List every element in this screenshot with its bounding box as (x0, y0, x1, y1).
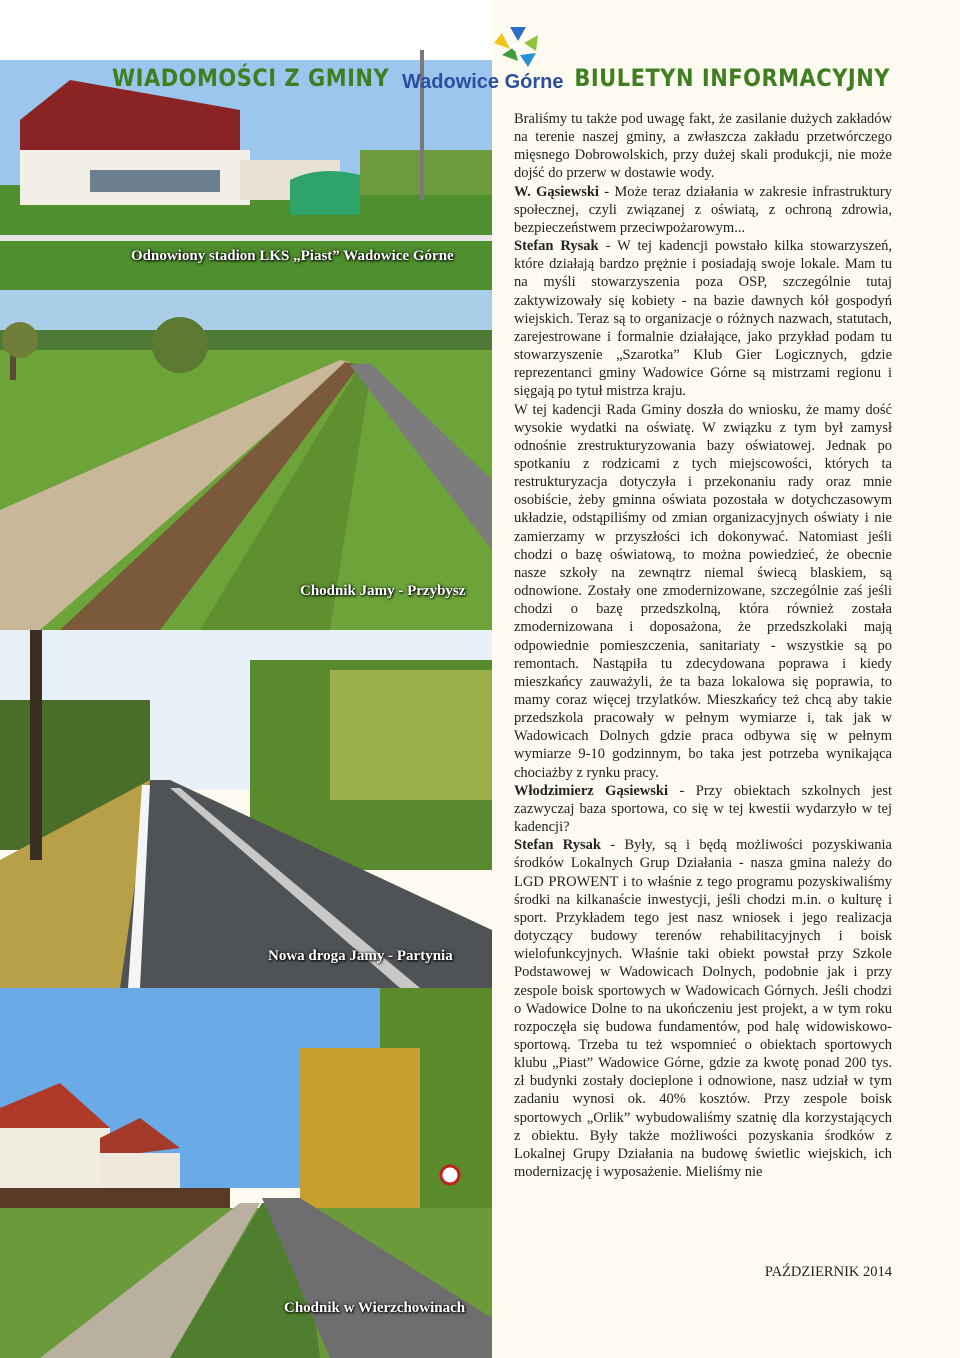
photo-caption: Chodnik w Wierzchowinach (284, 1300, 466, 1316)
article-paragraph (514, 237, 892, 400)
logo-text: Wadowice Górne (402, 71, 564, 93)
speaker-name: W. Gąsiewski (514, 183, 599, 200)
publication-title: BIULETYN INFORMACYJNY (574, 64, 890, 92)
article-body (514, 110, 892, 1181)
photo-new-road-jamy (0, 630, 492, 988)
article-paragraph (514, 183, 892, 237)
speaker-text: - Przy obiektach szkolnych jest zazwyczaj baza sportowa, co się w tej kwestii wydarzyło w tej kadencji? (514, 782, 892, 836)
speaker-name: Włodzimierz Gąsiewski (514, 782, 669, 799)
speaker-name: Stefan Rysak (514, 837, 601, 854)
speaker-text: - Może teraz działania w zakresie infrastruktury społecznej, czyli związanej z oświatą, z ochroną zdrowia, bezpieczeństwem przeciwpożarowym... (514, 183, 893, 236)
photo-sidewalk-jamy (0, 290, 492, 630)
article-paragraph: W tej kadencji Rada Gminy doszła do wniosku, że mamy dość wysokie wydatki na oświatę. W związku z tym był zamysł odnośnie zrestrukturyzowania bazy oświatowej. Jednak po spotkaniu z rodzicami z tych miejscowości, których ta restrukturyzacja dotyczyła i przekonaniu rady oraz mnie osobiście, żeby gminna oświata pozostała w dotychczasowym układzie, odstąpiliśmy od zmian organizacyjnych oświaty i nie zamierzamy w przyszłości ich dokonywać. Natomiast jeśli chodzi o bazę oświatową, to można powiedzieć, że obecnie nasze szkoły na zewnątrz niemal świecą blaskiem, są odnowione. Zostały one zmodernizowane, szczególnie zaś jeśli chodzi o bazę przedszkolną, która również została zmodernizowana i doposażona, że przedszkolaki mają odpowiednie pomieszczenia, sanitariaty - wszystkie są po remontach. Nastąpiła tu zdecydowana poprawa i kiedy mieszkańcy zauważyli, że ta baza lokalowa się poprawia, to mamy coraz więcej trzylatków. Mieszkańcy też chcą aby takie przedszkola pracowały w pełnym wymiarze i, tak jak w Wadowicach Dolnych gdzie praca odbywa się w pełnym wymiarze 9-10 godzinnym, bo taka jest potrzeba wynikająca chociażby z rynku pracy. (514, 401, 892, 781)
article-paragraph (514, 782, 892, 836)
speaker-text: - W tej kadencji powstało kilka stowarzyszeń, które działają bardzo prężnie i posiadają swoje lokale. Mam tu na myśli stowarzyszenia poza OSP, szczególnie tutaj zaktywizowały się kobiety - na bazie dawnych kół gospodyń wiejskich. Teraz są to organizacje o różnych nazwach, statutach, zarejestrowane i formalnie działające, jako przykład podam tu stowarzyszenie „Szarotka” Klub Gier Logicznych, gdzie reprezentanci gminy Wadowice Górne są mistrzami regionu i sięgają po tytuł mistrza kraju. (514, 238, 893, 400)
speaker-text: - Były, są i będą możliwości pozyskiwania środków Lokalnych Grup Działania - nasza gmina należy do LGD PROWENT i to właśnie z tego programu pozyskiwaliśmy środki na kilkanaście inwestycji, jeśli chodzi m.in. o kulturę i sport. Przykładem tego jest nasz wniosek i jego realizacja dotyczący budowy terenów rehabilitacyjnych i boisk wielofunkcyjnych. Właśnie taki obiekt powstał przy Szkole Podstawowej w Wadowicach Dolnych, podobnie jak i przy zespole boisk sportowych w Wadowicach Górnych. Jeśli chodzi o Wadowice Dolne to na ukończeniu jest projekt, a w tym roku rozpoczęła się budowa fundamentów, pod halę widowiskowo-sportową. Trzeba tu też wspomnieć o obiektach sportowych klubu „Piast” Wadowice Górne, gdzie za kwotę ponad 200 tys. zł budynki zostały docieplone i odnowione, nasz udział w tym zadaniu wynosi ok. 40% kosztów. Przy zespole boisk sportowych „Orlik” wybudowaliśmy szatnię dla korzystających z obiektu. Były także możliwości pozyskania środków z Lokalnej Grupy Działania na budowę świetlic wiejskich, ich modernizację i wyposażenie. Mieliśmy nie (514, 837, 892, 1181)
section-title: WIADOMOŚCI Z GMINY (112, 64, 390, 92)
issue-date: PAŹDZIERNIK 2014 (764, 1264, 892, 1280)
speaker-name: Stefan Rysak (514, 238, 599, 255)
wadowice-gorne-logo (402, 25, 582, 95)
photo-caption: Odnowiony stadion LKS „Piast” Wadowice Górne (131, 248, 454, 264)
photo-caption: Chodnik Jamy - Przybysz (300, 583, 466, 599)
article-paragraph (514, 836, 892, 1181)
photo-caption: Nowa droga Jamy - Partynia (268, 948, 453, 964)
article-paragraph: Braliśmy tu także pod uwagę fakt, że zasilanie dużych zakładów na terenie naszej gminy, a zwłaszcza zakładu przetwórczego mięsnego Dobrowolskich, przy dużej skali produkcji, nie może dojść do przerw w dostawie wody. (514, 111, 892, 182)
